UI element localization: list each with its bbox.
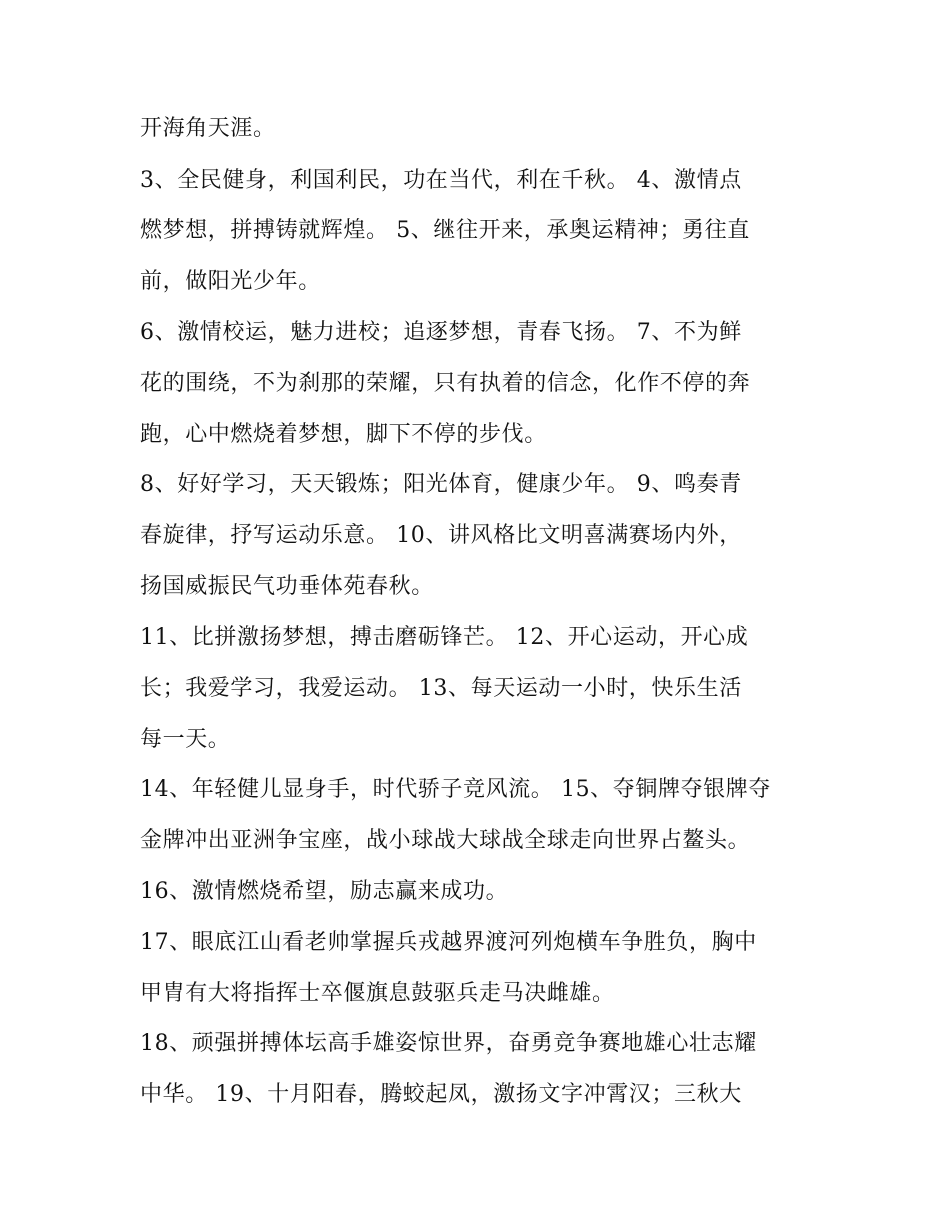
text-line-6: 花的围绕，不为刹那的荣耀，只有执着的信念，化作不停的奔 xyxy=(140,371,751,396)
text-line-10: 扬国威振民气功垂体苑春秋。 xyxy=(140,574,434,599)
text-line-5: 6、激情校运，魅力进校；追逐梦想，青春飞扬。 7、不为鲜 xyxy=(140,320,742,345)
text-line-16: 16、激情燃烧希望，励志赢来成功。 xyxy=(140,879,509,904)
text-line-7: 跑，心中燃烧着梦想，脚下不停的步伐。 xyxy=(140,422,547,447)
text-line-9: 春旋律，抒写运动乐意。 10、讲风格比文明喜满赛场内外， xyxy=(140,523,742,548)
text-line-20: 中华。 19、十月阳春，腾蛟起凤，激扬文字冲霄汉；三秋大 xyxy=(140,1082,742,1107)
text-line-12: 长；我爱学习，我爱运动。 13、每天运动一小时，快乐生活 xyxy=(140,676,742,701)
text-line-8: 8、好好学习，天天锻炼；阳光体育，健康少年。 9、鸣奏青 xyxy=(140,472,742,497)
text-line-11: 11、比拼激扬梦想，搏击磨砺锋芒。 12、开心运动，开心成 xyxy=(140,625,749,650)
text-line-17: 17、眼底江山看老帅掌握兵戎越界渡河列炮横车争胜负，胸中 xyxy=(140,930,757,955)
text-line-2: 3、全民健身，利国利民，功在当代，利在千秋。 4、激情点 xyxy=(140,168,742,193)
text-line-1: 开海角天涯。 xyxy=(140,116,276,141)
text-line-18: 甲胄有大将指挥士卒偃旗息鼓驱兵走马决雌雄。 xyxy=(140,981,615,1006)
text-line-4: 前，做阳光少年。 xyxy=(140,269,321,294)
text-line-14: 14、年轻健儿显身手，时代骄子竞风流。 15、夺铜牌夺银牌夺 xyxy=(140,777,771,802)
text-line-19: 18、顽强拼搏体坛高手雄姿惊世界，奋勇竞争赛地雄心壮志耀 xyxy=(140,1031,757,1056)
text-line-13: 每一天。 xyxy=(140,727,231,752)
text-line-15: 金牌冲出亚洲争宝座，战小球战大球战全球走向世界占鳌头。 xyxy=(140,828,751,853)
text-line-3: 燃梦想，拼搏铸就辉煌。 5、继往开来，承奥运精神；勇往直 xyxy=(140,218,750,243)
